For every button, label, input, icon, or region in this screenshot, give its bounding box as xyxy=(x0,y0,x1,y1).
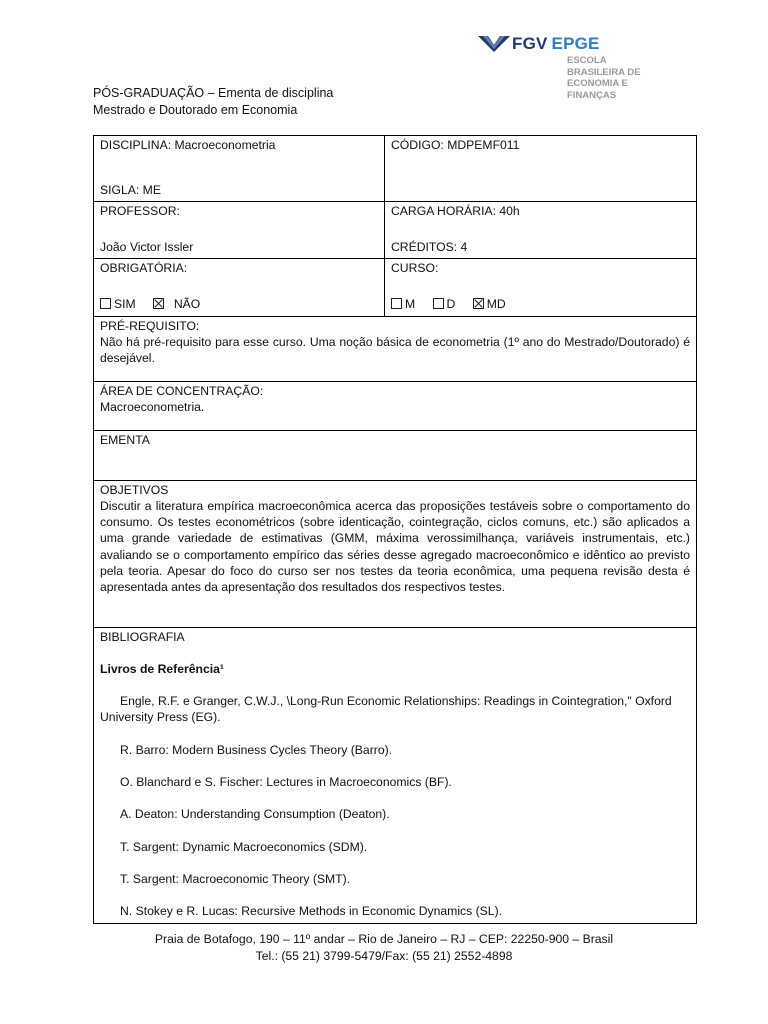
bibliografia-label: BIBLIOGRAFIA xyxy=(100,629,185,644)
professor-label: PROFESSOR: xyxy=(100,203,180,218)
option-nao[interactable] xyxy=(153,296,200,312)
cell-prerequisito xyxy=(94,316,697,381)
sigla-label: SIGLA: ME xyxy=(100,183,161,198)
codigo-label: CÓDIGO: MDPEMF011 xyxy=(391,138,520,152)
cell-professor xyxy=(94,201,385,258)
checkbox-checked-icon[interactable] xyxy=(473,298,484,309)
bibliografia-item: T. Sargent: Dynamic Macroeconomics (SDM). xyxy=(120,839,368,854)
bibliografia-item: Engle, R.F. e Granger, C.W.J., \Long-Run Economic Relationships: Readings in Cointegration," Oxford University Press (EG). xyxy=(100,694,672,725)
option-sim-label: SIM xyxy=(114,296,136,311)
fgv-logo-icon xyxy=(478,36,510,52)
cell-carga xyxy=(385,201,697,258)
cell-disciplina xyxy=(94,136,385,202)
option-d-label: D xyxy=(446,296,456,311)
area-text: Macroeconometria. xyxy=(100,399,205,414)
disciplina-label: DISCIPLINA: Macroeconometria xyxy=(100,138,276,152)
curso-options xyxy=(391,296,690,312)
option-md-label: MD xyxy=(486,296,506,311)
bibliografia-item: T. Sargent: Macroeconomic Theory (SMT). xyxy=(120,871,351,886)
area-label: ÁREA DE CONCENTRAÇÃO: xyxy=(100,383,264,398)
option-sim[interactable] xyxy=(100,296,136,312)
bibliografia-item: A. Deaton: Understanding Consumption (Deaton). xyxy=(120,807,390,822)
logo-school-line: ESCOLA xyxy=(567,55,607,66)
row-disciplina xyxy=(94,136,697,202)
logo-fgv: FGV xyxy=(512,34,548,53)
page-footer xyxy=(0,931,768,964)
row-obrigatoria xyxy=(94,258,697,316)
row-area xyxy=(94,381,697,430)
objetivos-label: OBJETIVOS xyxy=(100,482,169,497)
carga-horaria-label: CARGA HORÁRIA: 40h xyxy=(391,203,520,218)
cell-curso xyxy=(385,258,697,316)
cell-codigo xyxy=(385,136,697,202)
row-prerequisito xyxy=(94,316,697,381)
heading-line-2: Mestrado e Doutorado em Economia xyxy=(93,102,298,117)
creditos-label: CRÉDITOS: 4 xyxy=(391,239,468,254)
footer-address: Praia de Botafogo, 190 – 11º andar – Rio de Janeiro – RJ – CEP: 22250-900 – Brasil xyxy=(154,932,614,946)
heading-line-1: PÓS-GRADUAÇÃO – Ementa de disciplina xyxy=(93,86,334,100)
cell-objetivos xyxy=(94,480,697,627)
logo-brand xyxy=(512,34,600,54)
objetivos-text: Discutir a literatura empírica macroeconômica acerca das proposições testáveis sobre o comportamento do consumo. Os testes econométricos (sobre identicação, cointegração, ciclos comuns, etc.) são aplicados a uma grande variedade de estimativas (GMM, máxima verossimilhança, variáveis instrumentais, etc.) avaliando se o comportamento empírico das séries desse agregado macroeconômico e idêntico ao previsto pela teoria. Apesar do foco do curso ser nos testes da teoria econômica, uma pequena revisão desta é apresentada antes da apresentação dos resultados dos respectivos testes. xyxy=(100,498,690,595)
row-ementa xyxy=(94,430,697,480)
logo-school-name xyxy=(567,55,657,101)
bibliografia-item: R. Barro: Modern Business Cycles Theory (Barro). xyxy=(120,742,393,757)
option-d[interactable] xyxy=(433,296,456,312)
checkbox-unchecked-icon[interactable] xyxy=(391,298,402,309)
checkbox-unchecked-icon[interactable] xyxy=(433,298,444,309)
option-nao-label: NÃO xyxy=(173,296,201,311)
prerequisito-text: Não há pré-requisito para esse curso. Uma noção básica de econometria (1º ano do Mestrado/Doutorado) é desejável. xyxy=(100,334,690,366)
option-m-label: M xyxy=(405,296,416,311)
prerequisito-label: PRÉ-REQUISITO: xyxy=(100,318,200,333)
document-heading xyxy=(93,85,333,118)
obrigatoria-options xyxy=(100,296,378,312)
professor-name: João Victor Issler xyxy=(100,239,194,254)
obrigatoria-label: OBRIGATÓRIA: xyxy=(100,260,188,275)
row-professor xyxy=(94,201,697,258)
checkbox-checked-icon[interactable] xyxy=(153,298,164,309)
bibliografia-item: N. Stokey e R. Lucas: Recursive Methods in Economic Dynamics (SL). xyxy=(120,904,503,919)
logo-school-line: ECONOMIA E xyxy=(567,78,628,89)
logo-school-line: BRASILEIRA DE xyxy=(567,66,641,78)
row-bibliografia xyxy=(94,627,697,923)
footer-phone: Tel.: (55 21) 3799-5479/Fax: (55 21) 2552-4898 xyxy=(255,948,513,963)
cell-bibliografia xyxy=(94,627,697,923)
logo-epge: EPGE xyxy=(551,34,600,53)
cell-ementa xyxy=(94,430,697,480)
option-md[interactable] xyxy=(473,296,506,312)
cell-obrigatoria xyxy=(94,258,385,316)
fgv-epge-logo xyxy=(478,34,658,104)
bibliografia-subtitle: Livros de Referência¹ xyxy=(100,661,224,676)
cell-area xyxy=(94,381,697,430)
logo-school-line: FINANÇAS xyxy=(567,89,617,101)
curso-label: CURSO: xyxy=(391,260,439,275)
checkbox-unchecked-icon[interactable] xyxy=(100,298,111,309)
bibliografia-item: O. Blanchard e S. Fischer: Lectures in Macroeconomics (BF). xyxy=(120,775,452,790)
option-m[interactable] xyxy=(391,296,415,312)
row-objetivos xyxy=(94,480,697,627)
ementa-label: EMENTA xyxy=(100,432,150,447)
ementa-table xyxy=(93,135,697,924)
